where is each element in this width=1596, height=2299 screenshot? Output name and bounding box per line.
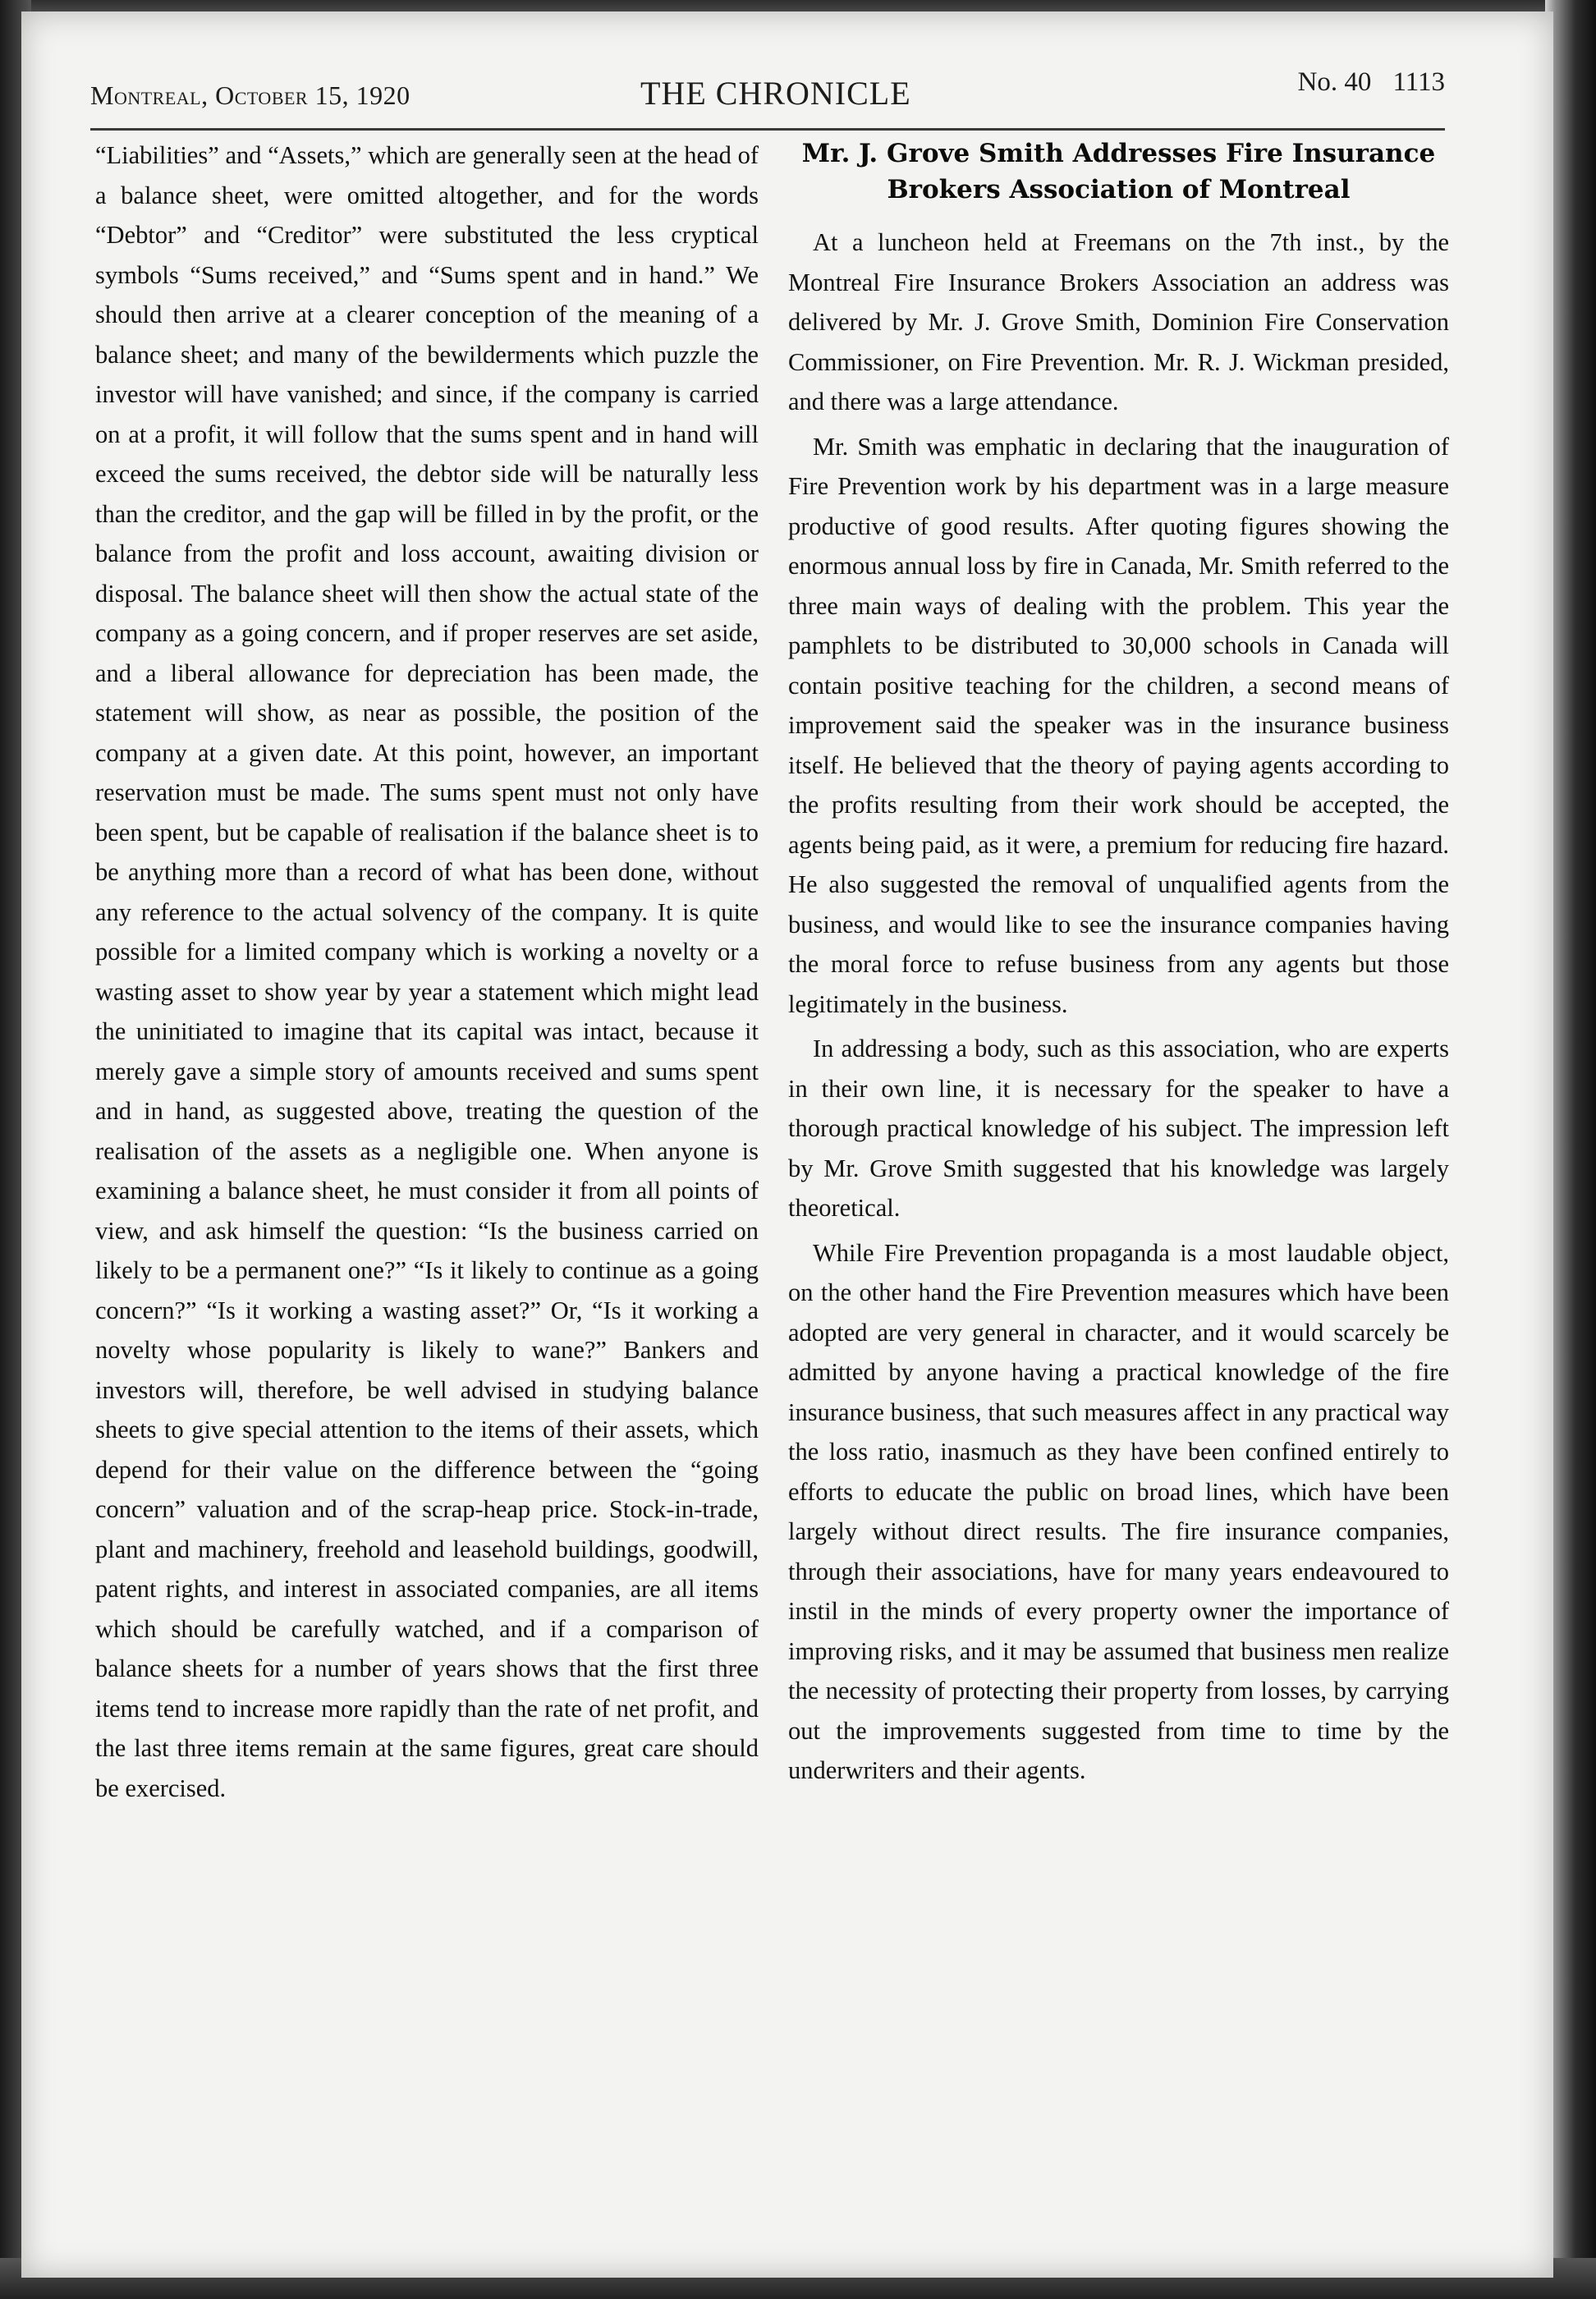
- article-paragraph: At a luncheon held at Freemans on the 7th inst., by the Montreal Fire Insurance Brokers Association an address was delivered by Mr. J. Grove Smith, Dominion Fire Conservation Commissioner, on Fire Prevention. Mr. R. J. Wickman presided, and there was a large attendance.: [788, 228, 1449, 415]
- page-number: 1113: [1392, 67, 1445, 97]
- article-paragraph: Mr. Smith was emphatic in declaring that the inauguration of Fire Prevention work by his department was in a large measure productive of good results. After quoting figures showing the enormous annual loss by fire in Canada, Mr. Smith referred to the three main ways of dealing with the problem. This year the pamphlets to be distributed to 30,000 schools in Canada will contain positive teaching for the children, a second means of improvement said the speaker was in the insurance business itself. He believed that the theory of paying agents according to the profits resulting from their work should be accepted, the agents being paid, as it were, a premium for reducing fire hazard. He also suggested the removal of unqualified agents from the business, and would like to see the insurance companies having the moral force to refuse business from any agents but those legitimately in the business.: [788, 432, 1449, 1018]
- headline-line-2: Brokers Association of Montreal: [887, 175, 1351, 204]
- issue-and-page: [1298, 67, 1445, 98]
- article-paragraph: In addressing a body, such as this association, who are experts in their own line, it is necessary for the speaker to have a thorough practical knowledge of his subject. The impression left by Mr. Grove Smith suggested that his knowledge was largely theoretical.: [788, 1035, 1449, 1222]
- header-rule: [90, 128, 1445, 131]
- right-column: [788, 135, 1449, 1796]
- issue-number: No. 40: [1297, 67, 1372, 97]
- left-column: [95, 135, 759, 1808]
- running-header: [90, 64, 1445, 123]
- article-paragraph: While Fire Prevention propaganda is a most laudable object, on the other hand the Fire Prevention measures which have been adopted are very general in character, and it would scarcely be admitted by anyone having a practical knowledge of the fire insurance business, that such measures affect in any practical way the loss ratio, inasmuch as they have been confined entirely to efforts to educate the public on broad lines, which have been largely without direct results. The fire insurance companies, through their associations, have for many years endeavoured to instil in the minds of every property owner the importance of improving risks, and it may be assumed that business men realize the necessity of protecting their property from losses, by carrying out the improvements suggested from time to time by the underwriters and their agents.: [788, 1238, 1449, 1784]
- article-headline: [788, 135, 1449, 208]
- masthead-title: THE CHRONICLE: [640, 75, 911, 112]
- left-column-text: “Liabilities” and “Assets,” which are generally seen at the head of a balance sheet, were omitted altogether, and for the words “Debtor” and “Creditor” were substituted the less cryptical symbols “Sums received,” and “Sums spent and in hand.” We should then arrive at a clearer conception of the meaning of a balance sheet; and many of the bewilderments which puzzle the investor will have vanished; and since, if the company is carried on at a profit, it will follow that the sums spent and in hand will exceed the sums received, the debtor side will be naturally less than the creditor, and the gap will be filled in by the profit, or the balance from the profit and loss account, awaiting division or disposal. The balance sheet will then show the actual state of the company as a going concern, and if proper reserves are set aside, and a liberal allowance for depreciation has been made, the statement will show, as near as possible, the position of the company at a given date. At this point, however, an important reservation must be made. The sums spent must not only have been spent, but be capable of realisation if the balance sheet is to be anything more than a record of what has been done, without any reference to the actual solvency of the company. It is quite possible for a limited company which is working a novelty or a wasting asset to show year by year a statement which might lead the uninitiated to imagine that its capital was intact, because it merely gave a simple story of amounts received and sums spent and in hand, as suggested above, treating the question of the realisation of the assets as a negligible one. When anyone is examining a balance sheet, he must consider it from all points of view, and ask himself the question: “Is the business carried on likely to be a permanent one?” “Is it likely to continue as a going concern?” “Is it working a wasting asset?” Or, “Is it working a novelty whose popularity is likely to wane?” Bankers and investors will, therefore, be well advised in studying balance sheets to give special attention to the items of their assets, which depend for their value on the difference between the “going concern” valuation and of the scrap-heap price. Stock-in-trade, plant and machinery, freehold and leasehold buildings, goodwill, patent rights, and interest in associated companies, are all items which should be carefully watched, and if a comparison of balance sheets for a number of years shows that the first three items tend to increase more rapidly than the rate of net profit, and the last three items remain at the same figures, great care should be exercised.: [95, 141, 759, 1802]
- dateline: Montreal, October 15, 1920: [90, 80, 410, 110]
- headline-line-1: Mr. J. Grove Smith Addresses Fire Insurance: [801, 139, 1436, 168]
